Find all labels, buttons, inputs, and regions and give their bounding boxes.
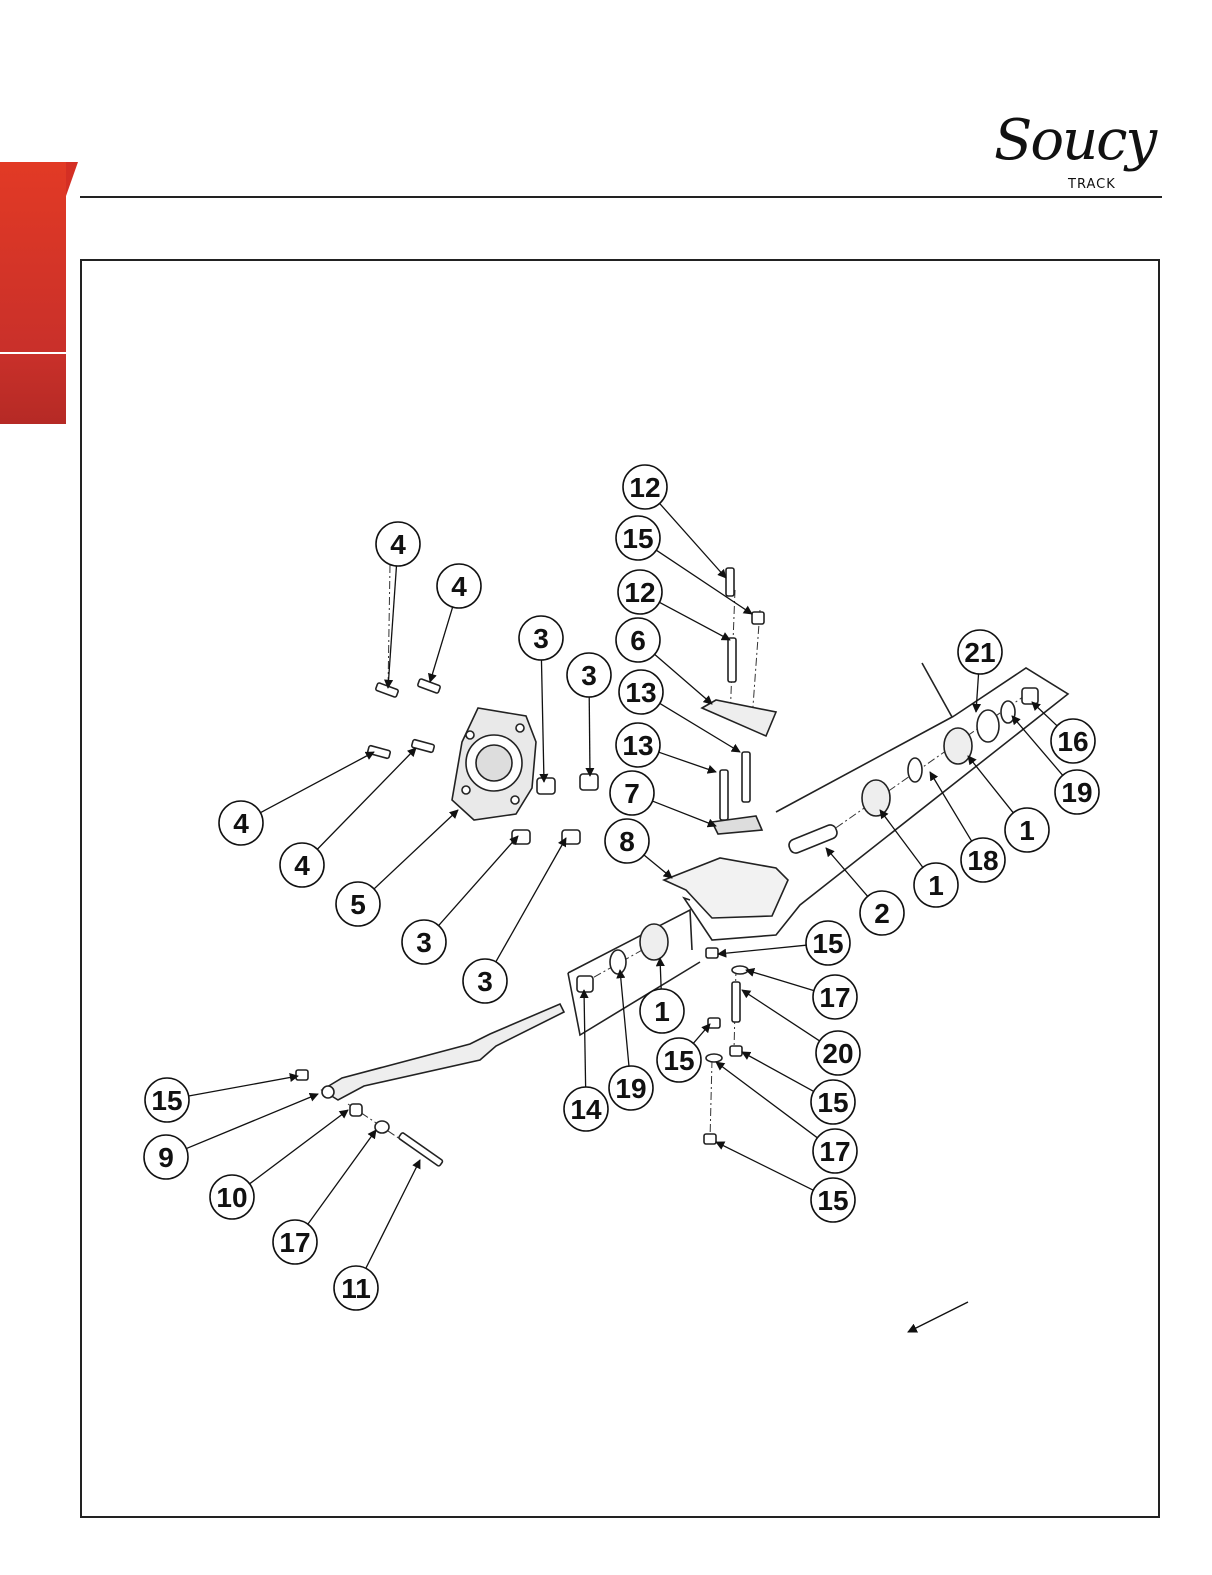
callout-4 <box>280 748 416 887</box>
part-4-bolts <box>367 678 440 758</box>
callout-label: 15 <box>812 928 844 959</box>
callout-label: 4 <box>294 850 310 881</box>
callout-label: 12 <box>624 577 656 608</box>
callout-leader <box>880 810 923 867</box>
callout-label: 15 <box>817 1087 849 1118</box>
callout-leader <box>439 836 518 926</box>
part-1-bushing-b <box>944 728 972 764</box>
part-15-nut-b <box>730 1046 742 1056</box>
callout-leader <box>430 607 453 682</box>
callout-label: 20 <box>822 1038 854 1069</box>
part-14-nut <box>577 976 593 992</box>
callout-label: 4 <box>233 808 249 839</box>
callout-leader <box>716 1062 817 1138</box>
callout-label: 15 <box>151 1085 183 1116</box>
callout-leader <box>976 674 979 712</box>
callout-leader <box>826 848 868 896</box>
callout-14 <box>564 990 608 1131</box>
part-5-hub <box>452 708 536 820</box>
callout-label: 15 <box>622 523 654 554</box>
part-1-bushing-a <box>862 780 890 816</box>
callout-3 <box>463 838 566 1003</box>
callout-label: 2 <box>874 898 890 929</box>
callout-leader <box>660 503 726 578</box>
callout-17 <box>273 1130 376 1264</box>
callout-label: 16 <box>1057 726 1089 757</box>
part-19-washer-b <box>610 950 626 974</box>
part-8-bracket <box>664 858 788 918</box>
part-1-bushing-c <box>640 924 668 960</box>
upper-fasteners <box>720 568 764 820</box>
callout-leader <box>260 752 374 813</box>
part-19-washer-a <box>1001 701 1015 723</box>
part-15-nut-d <box>704 1134 716 1144</box>
callout-8 <box>605 819 672 878</box>
callout-3 <box>567 653 611 776</box>
direction-arrow <box>908 1302 968 1332</box>
callout-leader <box>742 1052 814 1091</box>
callout-label: 15 <box>663 1045 695 1076</box>
callout-leader <box>742 990 820 1041</box>
callout-label: 19 <box>615 1073 647 1104</box>
callout-label: 4 <box>451 571 467 602</box>
callout-leader <box>718 945 806 954</box>
callout-leader <box>693 1024 710 1043</box>
callout-10 <box>210 1110 348 1219</box>
part-6-plate <box>702 700 776 736</box>
callout-leader <box>317 748 416 849</box>
callout-leader <box>496 838 566 962</box>
callout-leader <box>656 550 752 614</box>
callout-label: 7 <box>624 778 640 809</box>
logo-subtitle: TRACK <box>1068 177 1116 192</box>
callout-19 <box>609 970 653 1110</box>
callout-21 <box>958 630 1002 712</box>
callout-leader <box>660 958 661 989</box>
part-15-nut-a <box>706 948 718 958</box>
callout-4 <box>430 564 481 682</box>
callout-7 <box>610 771 716 826</box>
callout-label: 3 <box>416 927 432 958</box>
callout-leader <box>659 752 716 772</box>
callout-label: 11 <box>341 1273 371 1304</box>
callout-label: 5 <box>350 889 366 920</box>
callout-leader <box>374 810 458 889</box>
part-17-washer-c <box>375 1121 389 1133</box>
callout-leader <box>189 1076 298 1096</box>
callout-3 <box>402 836 518 964</box>
part-17-washer-b <box>706 1054 722 1062</box>
callout-label: 1 <box>654 996 670 1027</box>
callout-layer <box>144 465 1099 1310</box>
callout-17 <box>746 970 857 1019</box>
callout-label: 21 <box>964 637 996 668</box>
part-21-washer <box>977 710 999 742</box>
callout-label: 9 <box>158 1142 174 1173</box>
callout-label: 17 <box>819 982 851 1013</box>
callout-label: 3 <box>477 966 493 997</box>
part-16-nut <box>1022 688 1038 704</box>
callout-leader <box>746 970 814 991</box>
callout-leader <box>186 1094 318 1149</box>
callout-leader <box>930 772 972 841</box>
callout-4 <box>219 752 374 845</box>
callout-leader <box>584 990 586 1087</box>
callout-leader <box>541 660 544 782</box>
callout-leader <box>620 970 629 1066</box>
callout-leader <box>652 801 716 826</box>
callout-11 <box>334 1160 420 1310</box>
callout-label: 1 <box>1019 815 1035 846</box>
callout-leader <box>716 1142 813 1190</box>
callout-label: 12 <box>629 472 661 503</box>
callout-leader <box>366 1160 420 1268</box>
callout-4 <box>376 522 420 688</box>
part-20-bolt <box>732 982 740 1022</box>
callout-label: 13 <box>625 677 657 708</box>
part-11-bolt <box>398 1132 443 1166</box>
callout-label: 4 <box>390 529 406 560</box>
callout-15 <box>718 921 850 965</box>
callout-leader <box>968 756 1013 813</box>
callout-label: 15 <box>817 1185 849 1216</box>
callout-5 <box>336 810 458 926</box>
part-9-arm-eye <box>322 1086 334 1098</box>
callout-label: 6 <box>630 625 646 656</box>
callout-15 <box>145 1076 298 1122</box>
callout-label: 3 <box>581 660 597 691</box>
logo-script: Soucy <box>994 108 1156 173</box>
part-18-washer <box>908 758 922 782</box>
part-2-pin <box>787 823 839 855</box>
callout-2 <box>826 848 904 935</box>
callout-label: 17 <box>819 1136 851 1167</box>
callout-16 <box>1032 702 1095 763</box>
part-10-bushing <box>350 1104 362 1116</box>
callout-1 <box>640 958 684 1033</box>
callout-13 <box>616 723 716 772</box>
callout-label: 14 <box>570 1094 602 1125</box>
part-15-nut-c <box>708 1018 720 1028</box>
callout-label: 17 <box>279 1227 311 1258</box>
part-9-arm <box>322 1004 564 1100</box>
callout-leader <box>644 855 672 878</box>
callout-label: 13 <box>622 730 654 761</box>
callout-label: 3 <box>533 623 549 654</box>
callout-label: 10 <box>216 1182 248 1213</box>
part-17-washer-a <box>732 966 748 974</box>
callout-label: 19 <box>1061 777 1093 808</box>
callout-label: 1 <box>928 870 944 901</box>
part-15-nut-e <box>296 1070 308 1080</box>
callout-label: 8 <box>619 826 635 857</box>
callout-leader <box>308 1130 376 1224</box>
callout-label: 18 <box>967 845 999 876</box>
callout-leader <box>659 602 730 640</box>
callout-leader <box>250 1110 348 1184</box>
callout-leader <box>589 697 590 776</box>
